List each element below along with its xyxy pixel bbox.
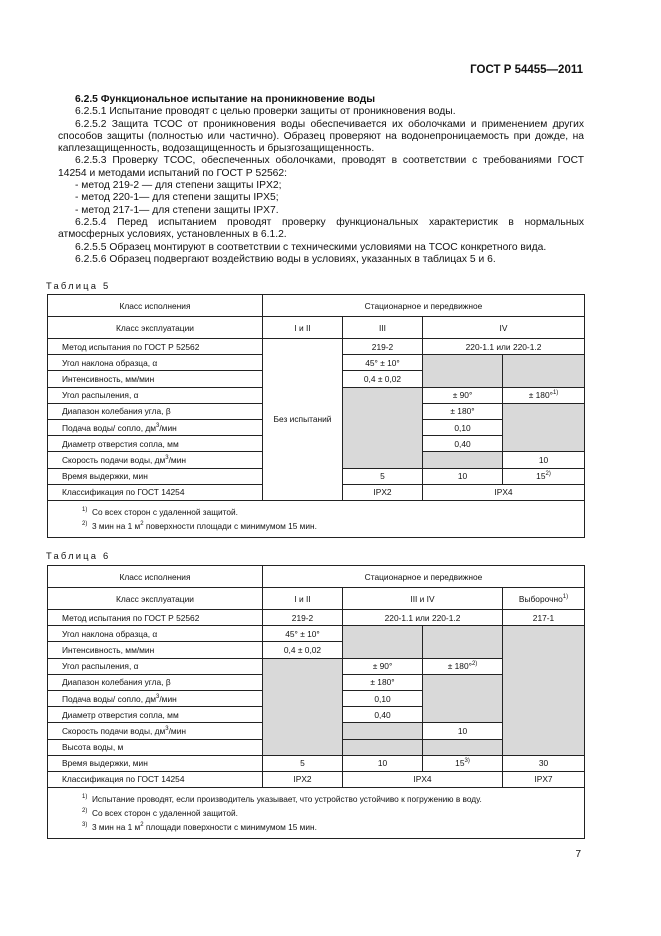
- section-text: [58, 94, 584, 266]
- table-cell: IPX7: [503, 771, 585, 787]
- table-cell: IPX2: [343, 484, 423, 500]
- table-cell: Угол наклона образца, α: [48, 355, 263, 371]
- table-cell: [263, 658, 343, 755]
- table-cell: [503, 403, 585, 452]
- table-row: [48, 610, 585, 626]
- table-notes-row: [48, 788, 585, 839]
- table-cell: III: [343, 317, 423, 339]
- table-cell: Диаметр отверстия сопла, мм: [48, 436, 263, 452]
- table-cell: 0,10: [343, 690, 423, 706]
- table-cell: Класс исполнения: [48, 295, 263, 317]
- table-cell: 45° ± 10°: [343, 355, 423, 371]
- table-cell: 220-1.1 или 220-1.2: [343, 610, 503, 626]
- footnote: $^{1)}$ Испытание проводят, если производитель указывает, что устройство устойчиво к погружению в воду.: [82, 794, 482, 805]
- table-cell: Диаметр отверстия сопла, мм: [48, 707, 263, 723]
- table-cell: 10: [503, 452, 585, 468]
- table-5: [47, 294, 585, 538]
- table-cell: [423, 739, 503, 755]
- list-item-method-220-1: - метод 220-1— для степени защиты IPX5;: [75, 192, 279, 204]
- table-cell: Класс исполнения: [48, 566, 263, 588]
- table-cell: [503, 355, 585, 387]
- table-cell: 15$^{2)}$: [503, 468, 585, 484]
- table-cell: Подача воды/ сопло, $дм^3$/мин: [48, 419, 263, 435]
- footnote: $^{2)}$ Со всех сторон с удаленной защитой.: [82, 808, 238, 819]
- table-cell: Высота воды, м: [48, 739, 263, 755]
- table-cell: [343, 387, 423, 468]
- table-cell: Время выдержки, мин: [48, 755, 263, 771]
- table-cell: Подача воды/ сопло, $дм^3$/мин: [48, 690, 263, 706]
- footnote: $^{3)}$ 3 мин на 1 $м^2$ площади поверхности с минимумом 15 мин.: [82, 822, 317, 833]
- table-notes-row: [48, 500, 585, 537]
- table-cell: Угол наклона образца, α: [48, 626, 263, 642]
- table-cell: IPX2: [263, 771, 343, 787]
- table-cell: 45° ± 10°: [263, 626, 343, 642]
- table-cell: Интенсивность, мм/мин: [48, 642, 263, 658]
- table-cell: [343, 723, 423, 739]
- table-cell: I и II: [263, 588, 343, 610]
- table-row: [48, 755, 585, 771]
- table-cell: [343, 626, 423, 658]
- table-cell: ± 90°: [423, 387, 503, 403]
- table-cell: Метод испытания по ГОСТ Р 52562: [48, 610, 263, 626]
- table-cell: Класс эксплуатации: [48, 317, 263, 339]
- table-cell: III и IV: [343, 588, 503, 610]
- table-cell: Скорость подачи воды, $дм^3$/мин: [48, 452, 263, 468]
- footnote: $^{2)}$ 3 мин на 1 $м^2$ поверхности площади с минимумом 15 мин.: [82, 520, 317, 531]
- footnote: $^{1)}$ Со всех сторон с удаленной защитой.: [82, 506, 238, 517]
- table-cell: 0,4 ± 0,02: [343, 371, 423, 387]
- table-cell: Стационарное и передвижное: [263, 295, 585, 317]
- table-cell: Время выдержки, мин: [48, 468, 263, 484]
- list-item-method-217-1: - метод 217-1— для степени защиты IPX7.: [75, 204, 279, 216]
- page-number: 7: [575, 849, 581, 860]
- table-cell: IPX4: [343, 771, 503, 787]
- table-row: [48, 771, 585, 787]
- table-cell: Диапазон колебания угла, β: [48, 674, 263, 690]
- table-cell: Угол распыления, α: [48, 658, 263, 674]
- table-cell: ± 90°: [343, 658, 423, 674]
- table-cell: IPX4: [423, 484, 585, 500]
- table-cell: Класс эксплуатации: [48, 588, 263, 610]
- table-cell: Стационарное и передвижное: [263, 566, 585, 588]
- table-cell: 10: [343, 755, 423, 771]
- table-row: [48, 626, 585, 642]
- table-cell: 30: [503, 755, 585, 771]
- table-cell: 217-1: [503, 610, 585, 626]
- table-cell: Классификация по ГОСТ 14254: [48, 771, 263, 787]
- table-cell: 220-1.1 или 220-1.2: [423, 339, 585, 355]
- table-cell: Классификация по ГОСТ 14254: [48, 484, 263, 500]
- table-6-caption: Таблица 6: [46, 550, 111, 561]
- table-cell: Метод испытания по ГОСТ Р 52562: [48, 339, 263, 355]
- paragraph-6-2-5-4: 6.2.5.4 Перед испытанием проводят проверку функциональных характеристик в нормальных атмосферных условиях, установленных в 6.1.2.: [58, 216, 584, 241]
- table-cell: Угол распыления, α: [48, 387, 263, 403]
- table-notes: [48, 788, 585, 839]
- table-cell: Выборочно$^{1)}$: [503, 588, 585, 610]
- paragraph-6-2-5-2: 6.2.5.2 Защита ТСОС от проникновения воды обеспечивается их оболочками и применением других способов защиты (полностью или частично). Образец проверяют на водонепроницаемость при дожде, на каплезащищенность, водозащищенность и брызгозащищенность.: [58, 118, 584, 155]
- paragraph-6-2-5-5: 6.2.5.5 Образец монтируют в соответствии с техническими условиями на ТСОС конкретного вида.: [75, 241, 547, 253]
- table-cell: 10: [423, 468, 503, 484]
- table-cell: [423, 355, 503, 387]
- table-cell: ± 180°$^{1)}$: [503, 387, 585, 403]
- table-cell: I и II: [263, 317, 343, 339]
- table-cell: ± 180°: [423, 403, 503, 419]
- list-item-method-219-2: - метод 219-2 — для степени защиты IPX2;: [75, 180, 282, 192]
- table-cell: [503, 626, 585, 756]
- table-6: [47, 565, 585, 839]
- table-cell: 5: [263, 755, 343, 771]
- table-cell: 219-2: [263, 610, 343, 626]
- table-cell: Диапазон колебания угла, β: [48, 403, 263, 419]
- table-cell: [423, 674, 503, 723]
- paragraph-6-2-5-3: 6.2.5.3 Проверку ТСОС, обеспеченных оболочками, проводят в соответствии с требованиями ГОСТ 14254 и методами испытаний по ГОСТ Р 52562:: [58, 155, 584, 179]
- table-cell: Без испытаний: [263, 339, 343, 501]
- table-cell: Скорость подачи воды, $дм^3$/мин: [48, 723, 263, 739]
- table-notes: [48, 500, 585, 537]
- table-cell: 0,4 ± 0,02: [263, 642, 343, 658]
- table-cell: [343, 739, 423, 755]
- table-5-caption: Таблица 5: [46, 280, 111, 291]
- table-cell: IV: [423, 317, 585, 339]
- table-cell: ± 180°$^{2)}$: [423, 658, 503, 674]
- table-cell: [423, 452, 503, 468]
- document-header: ГОСТ Р 54455—2011: [470, 64, 583, 76]
- table-cell: 10: [423, 723, 503, 739]
- table-cell: 0,40: [423, 436, 503, 452]
- table-cell: Интенсивность, мм/мин: [48, 371, 263, 387]
- table-cell: 0,40: [343, 707, 423, 723]
- section-title: 6.2.5 Функциональное испытание на проникновение воды: [75, 94, 376, 105]
- paragraph-6-2-5-6: 6.2.5.6 Образец подвергают воздействию воды в условиях, указанных в таблицах 5 и 6.: [75, 253, 496, 265]
- table-cell: ± 180°: [343, 674, 423, 690]
- table-cell: 5: [343, 468, 423, 484]
- table-cell: 0,10: [423, 419, 503, 435]
- paragraph-6-2-5-1: 6.2.5.1 Испытание проводят с целью проверки защиты от проникновения воды.: [75, 106, 456, 118]
- table-row: [48, 339, 585, 355]
- table-cell: 15$^{3)}$: [423, 755, 503, 771]
- table-cell: [423, 626, 503, 658]
- table-cell: 219-2: [343, 339, 423, 355]
